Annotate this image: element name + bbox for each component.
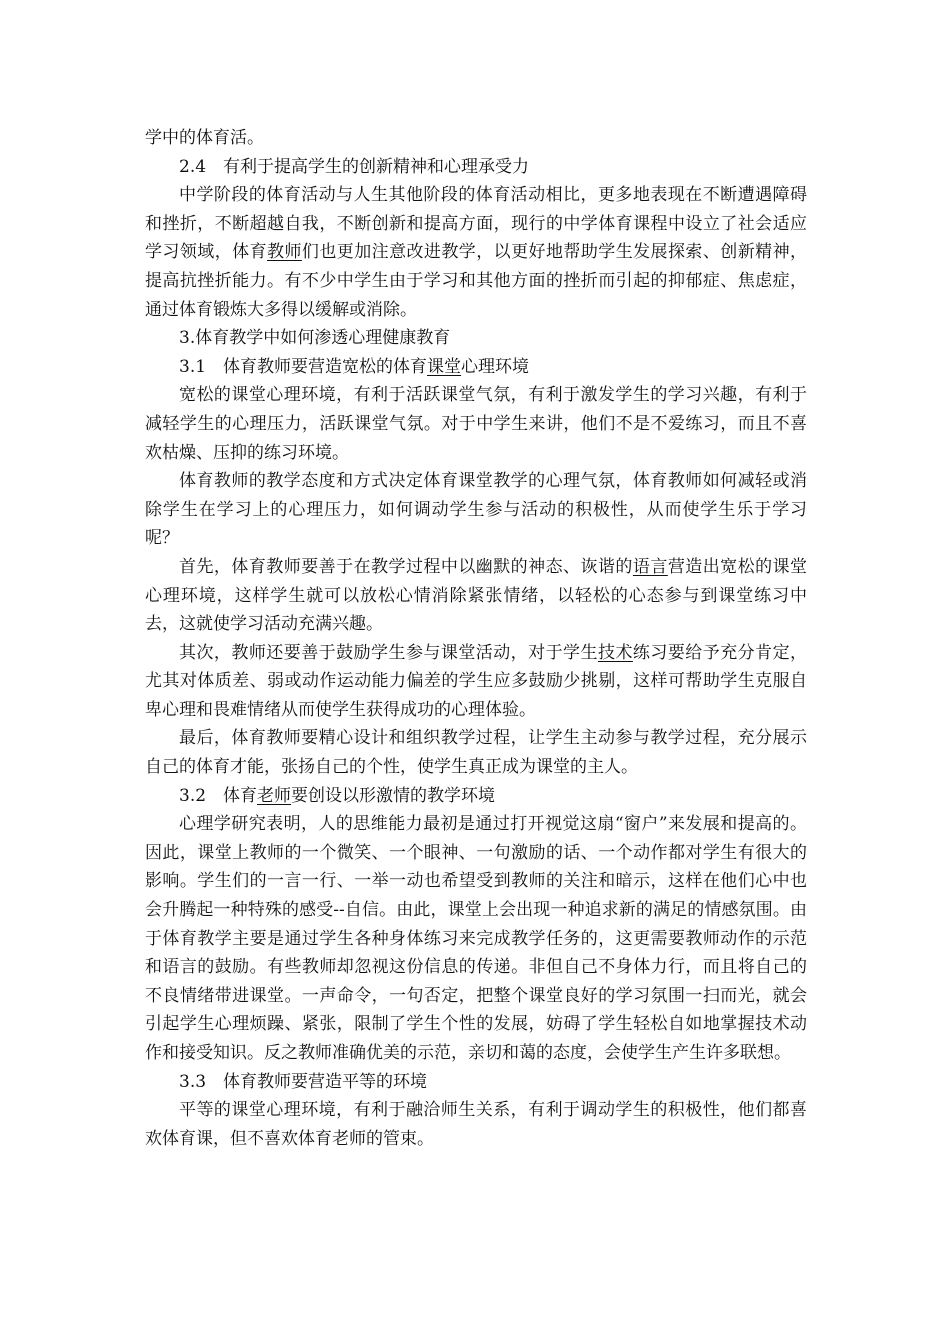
link-jishu[interactable]: 技术: [597, 642, 633, 663]
section-heading-3: 3.体育教学中如何渗透心理健康教育: [179, 328, 451, 349]
paragraph-teaching-attitude: 体育教师的教学态度和方式决定体育课堂教学的心理气氛，体育教师如何减轻或消除学生在学习上的心理压力，如何调动学生参与活动的积极性，从而使学生乐于学习呢？: [145, 471, 807, 549]
document-body: [145, 124, 807, 1153]
link-ketang[interactable]: 课堂: [427, 356, 462, 377]
paragraph-first: 首先，体育教师要善于在教学过程中以幽默的神态、诙谐的语言营造出宽松的课堂心理环境，这样学生就可以放松心情消除紧张情绪，以轻松的心态参与到课堂练习中去，这就使学习活动充满兴趣。: [145, 556, 808, 635]
section-heading-3-2: 3.2 体育老师要创设以形激情的教学环境: [179, 785, 496, 806]
link-laoshi[interactable]: 老师: [257, 785, 292, 806]
paragraph-finally: 最后，体育教师要精心设计和组织教学过程，让学生主动参与教学过程，充分展示自己的体育才能，张扬自己的个性，使学生真正成为课堂的主人。: [145, 728, 807, 778]
paragraph-second: 其次，教师还要善于鼓励学生参与课堂活动，对于学生技术练习要给予充分肯定，尤其对体质差、弱或动作运动能力偏差的学生应多鼓励少挑剔，这样可帮助学生克服自卑心理和畏难情绪从而使学生获得成功的心理体验。: [145, 642, 808, 720]
paragraph-continuation: 学中的体育活。: [145, 128, 264, 148]
paragraph-creativity: 中学阶段的体育活动与人生其他阶段的体育活动相比，更多地表现在不断遭遇障碍和挫折，不断超越自我，不断创新和提高方面，现行的中学体育课程中设立了社会适应学习领域，体育教师们也更加注意改进教学，以更好地帮助学生发展探索、创新精神，提高抗挫折能力。有不少中学生由于学习和其他方面的挫折而引起的抑郁症、焦虑症，通过体育锻炼大多得以缓解或消除。: [145, 185, 808, 320]
paragraph-psychology-research: 心理学研究表明，人的思维能力最初是通过打开视觉这扇“窗户”来发展和提高的。因此，课堂上教师的一个微笑、一个眼神、一句激励的话、一个动作都对学生有很大的影响。学生们的一言一行、一举一动也希望受到教师的关注和暗示，这样在他们心中也会升腾起一种特殊的感受--自信。由此，课堂上会出现一种追求新的满足的情感氛围。由于体育教学主要是通过学生各种身体练习来完成教学任务的，这更需要教师动作的示范和语言的鼓励。有些教师却忽视这份信息的传递。非但自己不身体力行，而且将自己的不良情绪带进课堂。一声命令，一句否定，把整个课堂良好的学习氛围一扫而光，就会引起学生心理烦躁、紧张，限制了学生个性的发展，妨碍了学生轻松自如地掌握技术动作和接受知识。反之教师准确优美的示范，亲切和蔼的态度，会使学生产生许多联想。: [145, 814, 807, 1063]
section-heading-3-1: 3.1 体育教师要营造宽松的体育课堂心理环境: [179, 356, 530, 377]
paragraph-equal-environment: 平等的课堂心理环境，有利于融洽师生关系，有利于调动学生的积极性，他们都喜欢体育课，但不喜欢体育老师的管束。: [145, 1100, 807, 1149]
paragraph-relaxed-environment: 宽松的课堂心理环境，有利于活跃课堂气氛，有利于激发学生的学习兴趣，有利于减轻学生的心理压力，活跃课堂气氛。对于中学生来讲，他们不是不爱练习，而且不喜欢枯燥、压抑的练习环境。: [145, 385, 807, 463]
link-yuyan[interactable]: 语言: [632, 556, 668, 577]
section-heading-2-4: 2.4 有利于提高学生的创新精神和心理承受力: [179, 156, 530, 177]
section-heading-3-3: 3.3 体育教师要营造平等的环境: [179, 1071, 428, 1092]
link-jiaoshi[interactable]: 教师: [267, 242, 302, 263]
